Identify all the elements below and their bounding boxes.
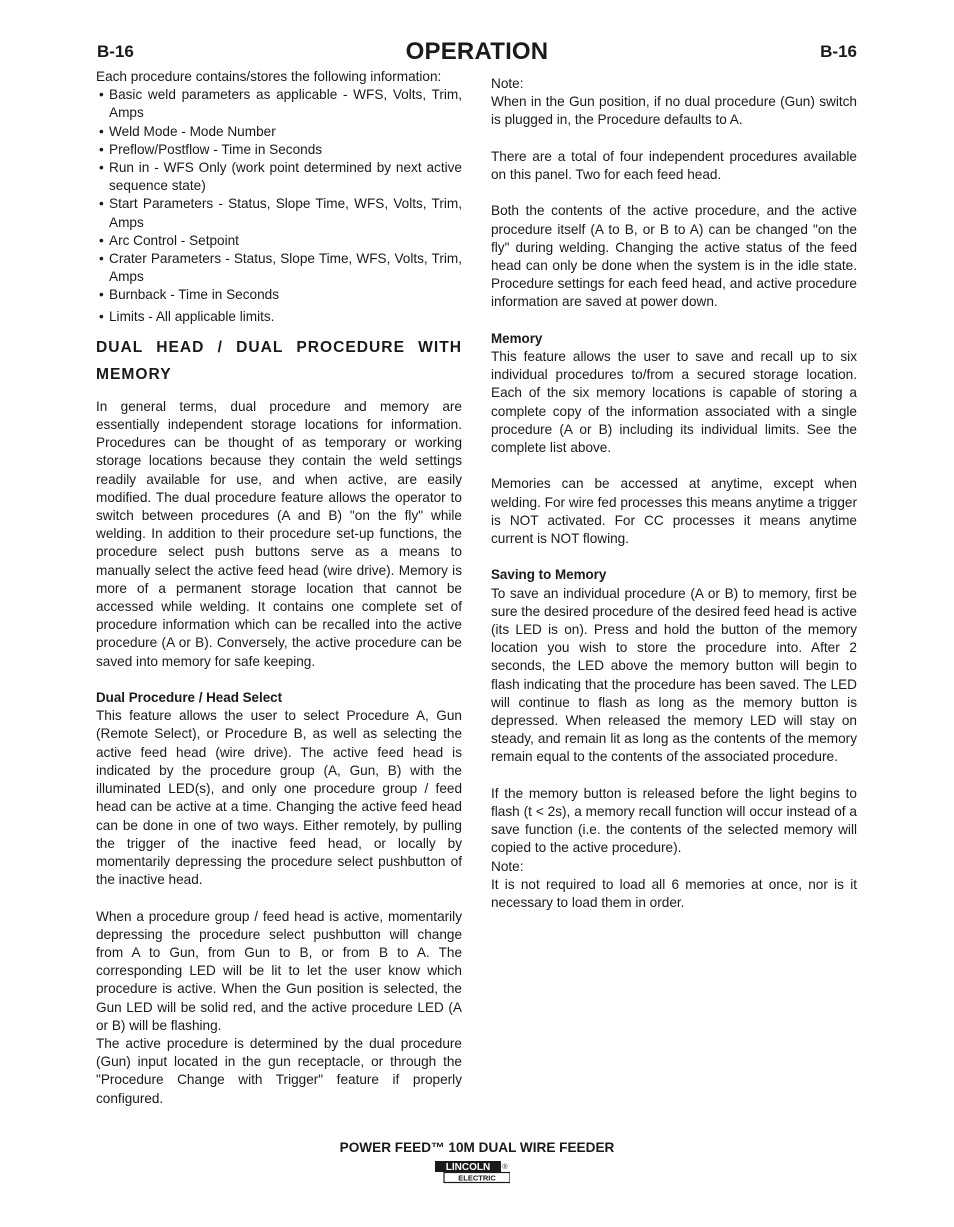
memory-paragraph: This feature allows the user to save and recall up to six individual procedures to/from a secured storage location. Each of the six memory locations is capable of storing a complete copy of the information associated with a single procedure (A or B) including its individual limits. See the complete list above. <box>491 349 857 456</box>
list-item: • Burnback - Time in Seconds <box>96 286 462 304</box>
footer-product-title: POWER FEED™ 10M DUAL WIRE FEEDER <box>339 1140 615 1155</box>
saving-paragraph: To save an individual procedure (A or B) to memory, first be sure the desired procedure of the desired feed head is active (its LED is on). Press and hold the button of the memory location you wish to store the procedure into. After 2 seconds, the LED above the memory button will begin to flash indicating that the procedure has been saved. The LED will continue to flash as long as the memory button is depressed. When released the memory LED will stay on steady, and remain lit as long as the contents of the memory remain equal to the contents of the associated procedure. <box>491 585 857 765</box>
note-label: Note: <box>491 858 524 874</box>
list-item: • Limits - All applicable limits. <box>96 308 462 326</box>
dual-procedure-heading: Dual Procedure / Head Select <box>96 690 283 706</box>
page-number-left: B-16 <box>97 42 134 61</box>
lincoln-electric-logo <box>434 1160 510 1184</box>
logo-bottom-text: ELECTRIC <box>458 1173 496 1183</box>
active-procedure-paragraph: The active procedure is determined by the dual procedure (Gun) input located in the gun receptacle, or through the "Procedure Change with Trigger" feature if properly configured. <box>96 1035 462 1106</box>
dual-procedure-paragraph: This feature allows the user to select Procedure A, Gun (Remote Select), or Procedure B, as well as selecting the active feed head (wire drive). The active feed head is indicated by the procedure group (A, Gun, B) with the illuminated LED(s), and only one procedure group / feed head can be active at a time. Changing the active feed head can be done in one of two ways. Either remotely, by pulling the trigger of the inactive feed head, or locally by momentarily depressing the procedure select pushbutton of the inactive head. <box>96 708 462 888</box>
list-item: • Weld Mode - Mode Number <box>96 123 462 141</box>
general-paragraph: In general terms, dual procedure and memory are essentially independent storage locations for information. Procedures can be thought of as temporary or working storage locations because they contain the weld settings readily available for use, and when active, are easily modified. The dual procedure feature allows the operator to switch between procedures (A and B) "on the fly" while welding. In addition to their procedure set-up functions, the procedure select push buttons serve as a means to manually select the active feed head (wire drive). Memory is more of a permanent storage location that cannot be accessed while welding. It contains one complete set of procedure information which can be recalled into the active procedure (A or B). Conversely, the active procedure can be saved into memory for safe keeping. <box>96 398 462 669</box>
procedure-contents-list <box>96 86 462 326</box>
note-paragraph: It is not required to load all 6 memories at once, nor is it necessary to load them in order. <box>491 876 857 911</box>
note-paragraph: When in the Gun position, if no dual procedure (Gun) switch is plugged in, the Procedure defaults to A. <box>491 94 857 128</box>
memory-access-paragraph: Memories can be accessed at anytime, except when welding. For wire fed processes this means anytime a trigger is NOT activated. For CC processes it means anytime current is NOT flowing. <box>491 476 857 547</box>
contents-paragraph: Both the contents of the active procedure, and the active procedure itself (A to B, or B to A) can be changed "on the fly" during welding. Changing the active status of the feed head can only be done when the system is in the idle state. Procedure settings for each feed head, and active procedure information are saved at power down. <box>491 203 857 310</box>
list-item: • Crater Parameters - Status, Slope Time, WFS, Volts, Trim, Amps <box>96 250 462 286</box>
intro-paragraph: Each procedure contains/stores the following information: <box>96 69 442 84</box>
note-label: Note: <box>491 76 524 91</box>
memory-heading: Memory <box>491 330 543 346</box>
logo-top-text: LINCOLN <box>445 1162 491 1173</box>
list-item: • Arc Control - Setpoint <box>96 232 462 250</box>
list-item: • Basic weld parameters as applicable - WFS, Volts, Trim, Amps <box>96 86 462 122</box>
page-number-right: B-16 <box>820 42 857 61</box>
procedure-group-paragraph: When a procedure group / feed head is active, momentarily depressing the procedure select pushbutton will change from A to Gun, from Gun to B, or from B to A. The corresponding LED will be lit to let the user know which procedure is active. When the Gun position is selected, the Gun LED will be solid red, and the active procedure LED (A or B) will be flashing. <box>96 908 462 1033</box>
list-item: • Start Parameters - Status, Slope Time, WFS, Volts, Trim, Amps <box>96 195 462 231</box>
logo-registered-mark: ® <box>502 1164 508 1171</box>
release-paragraph: If the memory button is released before the light begins to flash (t < 2s), a memory recall function will occur instead of a save function (i.e. the contents of the selected memory will copied to the active procedure). <box>491 785 857 856</box>
saving-heading: Saving to Memory <box>491 567 607 583</box>
list-item: • Preflow/Postflow - Time in Seconds <box>96 141 462 159</box>
page-title: OPERATION <box>405 38 549 65</box>
left-column <box>96 68 462 1108</box>
list-item: • Run in - WFS Only (work point determined by next active sequence state) <box>96 159 462 195</box>
total-procedures-paragraph: There are a total of four independent procedures available on this panel. Two for each feed head. <box>491 148 857 182</box>
section-heading: DUAL HEAD / DUAL PROCEDURE WITH MEMORY <box>96 338 462 383</box>
right-column <box>491 75 857 912</box>
